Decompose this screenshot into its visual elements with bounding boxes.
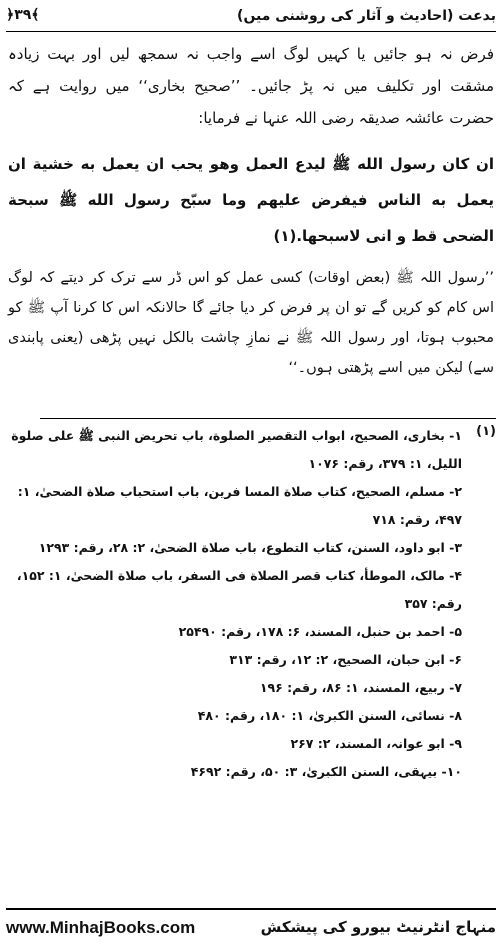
website-link[interactable]: www.MinhajBooks.com [6, 918, 196, 937]
footnote-list [10, 422, 462, 786]
footnote-item: ۴- مالک، الموطأ، کتاب قصر الصلاة فی السفر، باب صلاة الضحیٰ، ۱: ۱۵۲، رقم: ۳۵۷ [16, 568, 462, 611]
page-number: ﴿۳۹﴾ [6, 7, 40, 23]
book-title: بدعت (احادیث و آثار کی روشنی میں) [237, 8, 496, 24]
footnote-item: ۹- ابو عوانہ، المسند، ۲: ۲۶۷ [290, 736, 462, 751]
footnote-divider [40, 418, 496, 419]
footnote-item: ۷- ربیع، المسند، ۱: ۸۶، رقم: ۱۹۶ [259, 680, 462, 695]
page-footer [6, 914, 496, 944]
intro-paragraph: فرض نہ ہو جائیں یا کہیں لوگ اسے واجب نہ سمجھ لیں اور بہت زیادہ مشقت اور تکلیف میں نہ پڑ جائیں۔ ’’صحیح بخاری‘‘ میں روایت ہے کہ حضرت عائشہ صدیقہ رضی اللہ عنہا نے فرمایا: [8, 45, 494, 127]
footnote-marker: (۱) [476, 424, 496, 439]
footnote-item: ۱۰- بیہقی، السنن الکبریٰ، ۳: ۵۰، رقم: ۴۶۹۲ [190, 764, 462, 779]
urdu-translation: ’’رسول اللہ ﷺ (بعض اوقات) کسی عمل کو اس ڈر سے ترک کر دیتے کہ لوگ اس کام کو کریں گے تو ان پر فرض کر دیا جائے گا حالانکہ اس کا کرنا آپ ﷺ کو محبوب ہوتا، اور رسول اللہ ﷺ نے نمازِ چاشت بالکل نہیں پڑھی (یعنی پابندی سے) لیکن میں اسے پڑھتی ہوں۔‘‘ [8, 270, 494, 376]
bureau-credit: منہاج انٹرنیٹ بیورو کی پیشکش [260, 918, 496, 936]
header-divider [6, 31, 496, 32]
page-header [6, 6, 496, 30]
footer-divider [6, 908, 496, 910]
footnote-item: ۳- ابو داود، السنن، کتاب التطوع، باب صلاة الضحیٰ، ۲: ۲۸، رقم: ۱۲۹۳ [38, 540, 462, 555]
footnote-item: ۲- مسلم، الصحیح، کتاب صلاة المسا فرین، باب استحباب صلاة الضحیٰ، ۱: ۴۹۷، رقم: ۷۱۸ [17, 484, 462, 527]
footnote-item: ۶- ابن حبان، الصحیح، ۲: ۱۲، رقم: ۳۱۳ [229, 652, 462, 667]
footnote-item: ۸- نسائی، السنن الکبریٰ، ۱: ۱۸۰، رقم: ۴۸۰ [197, 708, 462, 723]
footnote-item: ۵- احمد بن حنبل، المسند، ۶: ۱۷۸، رقم: ۲۵۴۹۰ [178, 624, 462, 639]
arabic-hadith: ان كان رسول الله ﷺ ليدع العمل وهو يحب ان يعمل به خشية ان يعمل به الناس فيفرض عليهم وما سبّح رسول الله ﷺ سبحة الضحى قط و انى لاسبحها.(۱) [8, 155, 494, 245]
footnote-item: ۱- بخاری، الصحیح، ابواب التقصیر الصلوة، باب تحریض النبی ﷺ علی صلوة اللیل، ۱: ۳۷۹، رقم: ۱۰۷۶ [11, 428, 462, 471]
